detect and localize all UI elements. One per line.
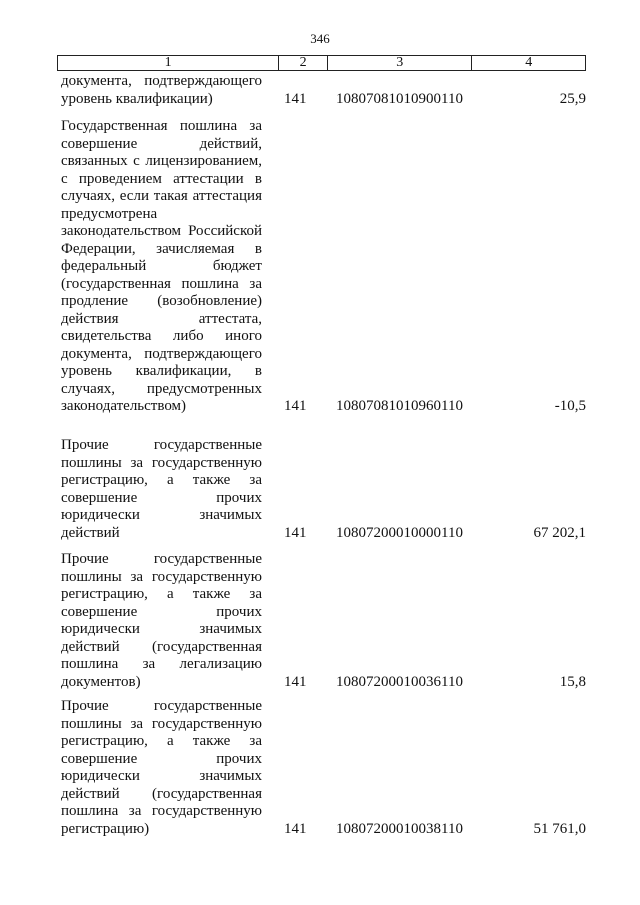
header-col-2: 2 <box>279 56 328 70</box>
row-admin-code: 141 <box>284 820 307 837</box>
row-description <box>61 73 262 108</box>
page-number: 346 <box>310 31 330 46</box>
row-budget-code: 10807200010038110 <box>336 820 463 837</box>
row-amount: 15,8 <box>559 673 586 690</box>
description-line: регистрацию, а также за <box>61 586 262 602</box>
description-line: юридически значимых <box>61 768 262 784</box>
row-description <box>61 698 262 838</box>
description-line: действия аттестата, <box>61 310 262 327</box>
description-line: пошлины за государственную <box>61 454 262 471</box>
description-line: продление (возобновление) <box>61 293 262 309</box>
description-line: действий (государственная <box>61 785 262 802</box>
row-budget-code: 10807081010900110 <box>336 90 463 107</box>
description-line: пошлина за легализацию <box>61 656 262 672</box>
description-line: пошлины за государственную <box>61 715 262 732</box>
description-line: предусмотрена <box>61 205 158 222</box>
description-line: совершение прочих <box>61 603 262 620</box>
description-line: уровень квалификации) <box>61 90 213 107</box>
row-admin-code: 141 <box>284 398 307 414</box>
description-line: совершение прочих <box>61 489 262 506</box>
row-admin-code: 141 <box>284 90 307 107</box>
description-line: юридически значимых <box>61 507 262 523</box>
description-line: связанных с лицензированием, <box>61 153 262 169</box>
description-line: совершение действий, <box>61 135 262 152</box>
row-amount: 51 761,0 <box>533 820 586 837</box>
description-line: совершение прочих <box>61 750 262 767</box>
row-budget-code: 10807081010960110 <box>336 398 463 414</box>
row-description <box>61 551 262 691</box>
description-line: Государственная пошлина за <box>61 118 262 134</box>
row-budget-code: 10807200010000110 <box>336 524 463 541</box>
description-line: уровень квалификации, в <box>61 363 262 379</box>
description-line: федеральный бюджет <box>61 258 262 274</box>
row-amount: 67 202,1 <box>533 524 586 541</box>
row-amount: -10,5 <box>554 398 586 414</box>
description-line: законодательством) <box>61 398 187 414</box>
description-line: регистрацию) <box>61 820 150 837</box>
description-line: документа, подтверждающего <box>61 73 262 89</box>
description-line: регистрацию, а также за <box>61 472 262 488</box>
description-line: юридически значимых <box>61 621 262 637</box>
description-line: Прочие государственные <box>61 698 262 714</box>
description-line: пошлины за государственную <box>61 568 262 585</box>
description-line: документов) <box>61 673 141 690</box>
header-col-1: 1 <box>58 56 279 70</box>
row-amount: 25,9 <box>559 90 586 107</box>
description-line: документа, подтверждающего <box>61 345 262 362</box>
description-line: (государственная пошлина за <box>61 275 262 292</box>
description-line: случаях, предусмотренных <box>61 380 262 397</box>
description-line: регистрацию, а также за <box>61 733 262 749</box>
description-line: законодательством Российской <box>61 223 262 239</box>
description-line: свидетельства либо иного <box>61 328 262 344</box>
description-line: Прочие государственные <box>61 437 262 453</box>
row-description <box>61 118 262 416</box>
description-line: пошлина за государственную <box>61 803 262 819</box>
description-line: случаях, если такая аттестация <box>61 188 262 204</box>
header-col-3: 3 <box>328 56 472 70</box>
row-description <box>61 437 262 542</box>
description-line: Прочие государственные <box>61 551 262 567</box>
row-budget-code: 10807200010036110 <box>336 673 463 690</box>
description-line: с проведением аттестации в <box>61 170 262 187</box>
header-col-4: 4 <box>525 55 533 70</box>
row-admin-code: 141 <box>284 524 307 541</box>
description-line: действий (государственная <box>61 638 262 655</box>
row-admin-code: 141 <box>284 673 307 690</box>
description-line: Федерации, зачисляемая в <box>61 240 262 257</box>
description-line: действий <box>61 524 120 541</box>
table-header-row <box>57 55 586 71</box>
